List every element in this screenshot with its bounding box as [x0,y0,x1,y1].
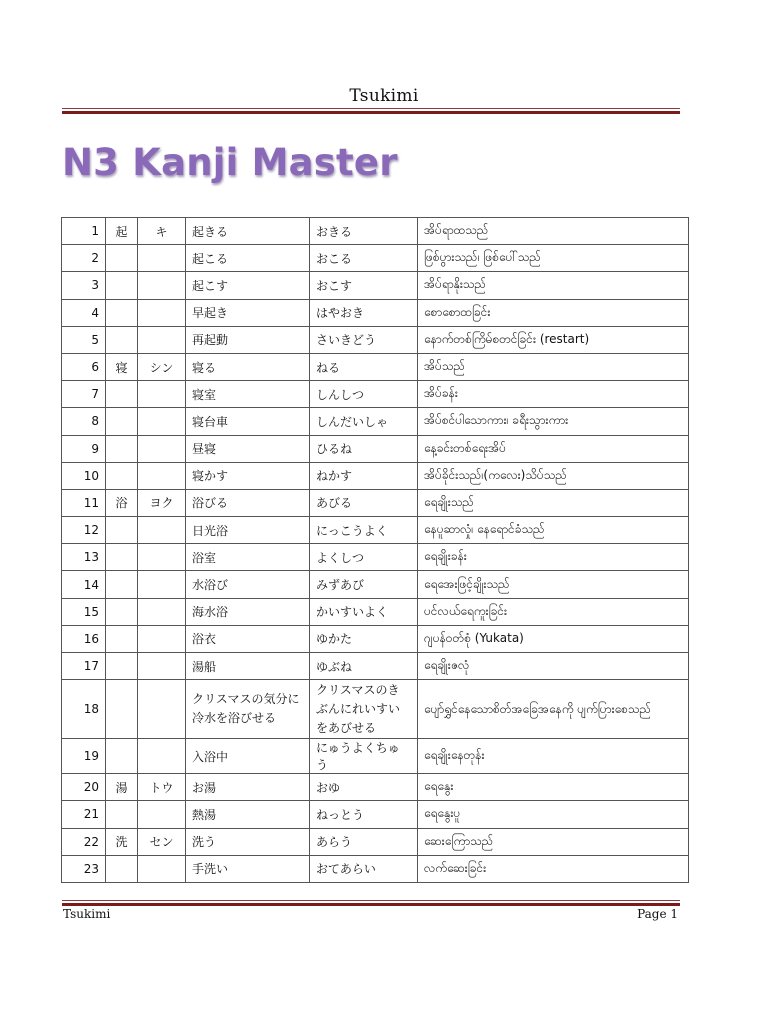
onyomi-cell [138,598,186,625]
vocab-word-cell [186,517,310,544]
row-number [62,828,106,855]
reading-cell [310,489,418,516]
reading-cell [310,774,418,801]
kanji-cell [106,739,138,774]
reading-cell-text: ゆかた [316,632,353,647]
kanji-cell [106,801,138,828]
reading-cell-text: おゆ [316,780,341,795]
meaning-cell [418,299,689,326]
reading-cell-text: はやおき [316,306,365,321]
onyomi-cell [138,408,186,435]
meaning-cell [418,739,689,774]
reading-cell-text: おきる [316,224,353,239]
reading-cell [310,544,418,571]
row-number [62,598,106,625]
reading-cell [310,435,418,462]
kanji-cell [106,462,138,489]
vocabulary-table-body [62,218,689,883]
onyomi-cell [138,381,186,408]
meaning-cell-text: ပင်လယ်ရေကူးခြင်း [424,603,508,618]
meaning-cell [418,544,689,571]
reading-cell-text: よくしつ [316,550,365,565]
kanji-cell [106,435,138,462]
kanji-cell-text: 洗 [115,835,128,850]
reading-cell [310,828,418,855]
vocab-word-cell-text: 寝台車 [192,414,229,429]
row-number [62,299,106,326]
vocab-word-cell-text: 湯船 [192,659,217,674]
table-row [62,489,689,516]
vocab-word-cell [186,408,310,435]
header-rule-thin [62,108,680,109]
reading-cell-text: あびる [316,496,353,511]
table-row [62,571,689,598]
vocab-word-cell [186,855,310,882]
table-row [62,517,689,544]
reading-cell-text: かいすいよく [316,605,389,620]
kanji-cell-text: 浴 [115,496,128,511]
row-number [62,408,106,435]
kanji-cell [106,326,138,353]
reading-cell [310,299,418,326]
meaning-cell [418,381,689,408]
kanji-cell [106,653,138,680]
kanji-cell [106,855,138,882]
vocab-word-cell-text: クリスマスの気分に冷水を浴びせる [192,692,300,726]
vocab-word-cell [186,489,310,516]
reading-cell-text: さいきどう [316,333,377,348]
table-row [62,353,689,380]
row-number-text: 19 [83,749,99,764]
vocab-word-cell [186,381,310,408]
row-number [62,353,106,380]
meaning-cell-text: အိပ်စင်ပါသောကား၊ ခရီးသွားကား [424,413,569,428]
kanji-cell [106,828,138,855]
row-number-text: 12 [83,523,99,538]
table-row [62,408,689,435]
row-number-text: 2 [91,251,99,266]
kanji-cell-text: 湯 [115,780,128,795]
kanji-cell [106,408,138,435]
meaning-cell [418,218,689,245]
row-number [62,517,106,544]
row-number-text: 4 [91,305,99,320]
onyomi-cell [138,774,186,801]
vocab-word-cell [186,598,310,625]
meaning-cell [418,517,689,544]
kanji-cell [106,598,138,625]
table-row [62,381,689,408]
onyomi-cell-text: トウ [149,780,174,795]
reading-cell [310,653,418,680]
vocab-word-cell [186,326,310,353]
onyomi-cell [138,353,186,380]
reading-cell [310,353,418,380]
row-number-text: 5 [91,332,99,347]
table-row [62,299,689,326]
row-number-text: 13 [83,550,99,565]
onyomi-cell [138,517,186,544]
row-number [62,326,106,353]
kanji-cell [106,489,138,516]
onyomi-cell [138,625,186,652]
onyomi-cell [138,489,186,516]
row-number-text: 18 [83,702,99,717]
meaning-cell-text: ရေချိုးသည် [424,494,475,509]
row-number [62,680,106,739]
onyomi-cell [138,326,186,353]
vocab-word-cell [186,828,310,855]
footer-page-number: Page 1 [637,907,678,921]
meaning-cell-text: ဖြစ်ပွားသည်၊ ဖြစ်ပေါ်သည် [424,250,541,265]
table-row [62,326,689,353]
vocab-word-cell [186,739,310,774]
vocab-word-cell-text: 早起き [192,306,229,321]
vocab-word-cell-text: 起こす [192,278,229,293]
meaning-cell-text: လက်ဆေးခြင်း [424,860,487,875]
reading-cell-text: おこす [316,278,353,293]
onyomi-cell [138,571,186,598]
table-row [62,435,689,462]
reading-cell [310,801,418,828]
meaning-cell [418,828,689,855]
row-number [62,272,106,299]
row-number [62,544,106,571]
onyomi-cell [138,739,186,774]
vocab-word-cell-text: 寝る [192,360,217,375]
meaning-cell [418,801,689,828]
vocab-word-cell-text: 海水浴 [192,605,229,620]
onyomi-cell [138,544,186,571]
header-rule [62,108,680,114]
table-row [62,680,689,739]
reading-cell [310,739,418,774]
meaning-cell-text: စောစောထခြင်း [424,304,491,319]
reading-cell [310,855,418,882]
meaning-cell [418,353,689,380]
reading-cell-text: おこる [316,251,353,266]
table-row [62,598,689,625]
reading-cell-text: みずあび [316,578,365,593]
vocab-word-cell-text: 熱湯 [192,807,217,822]
reading-cell-text: にっこうよく [316,523,388,538]
vocab-word-cell-text: 手洗い [192,862,229,877]
page-title: N3 Kanji Master [62,141,398,184]
meaning-cell-text: ရေနွေး [424,779,454,794]
meaning-cell-text: အိပ်ခန်း [424,386,458,401]
row-number-text: 14 [83,577,99,592]
footer-left: Tsukimi [63,907,111,921]
kanji-cell [106,774,138,801]
row-number-text: 17 [83,659,99,674]
vocab-word-cell-text: 再起動 [192,333,229,348]
meaning-cell-text: အိပ်ရာထသည် [424,223,489,238]
meaning-cell [418,245,689,272]
vocab-word-cell [186,801,310,828]
meaning-cell [418,435,689,462]
table-row [62,245,689,272]
meaning-cell-text: ရေချိုးနေတုန်း [424,748,485,763]
kanji-cell [106,353,138,380]
onyomi-cell [138,653,186,680]
row-number [62,489,106,516]
meaning-cell-text: ဆေးကြောသည် [424,833,494,848]
kanji-cell [106,381,138,408]
reading-cell [310,381,418,408]
kanji-cell [106,625,138,652]
row-number-text: 16 [83,631,99,646]
vocab-word-cell [186,680,310,739]
vocab-word-cell [186,272,310,299]
vocab-word-cell [186,774,310,801]
meaning-cell [418,571,689,598]
row-number [62,653,106,680]
table-row [62,828,689,855]
reading-cell [310,517,418,544]
meaning-cell-text: နောက်တစ်ကြိမ်စတင်ခြင်း (restart) [424,331,590,346]
onyomi-cell [138,299,186,326]
meaning-cell-text: ပျော်ရွှင်နေသောစိတ်အခြေအနေကို ပျက်ပြားစေသည် [424,701,652,716]
meaning-cell [418,774,689,801]
reading-cell [310,245,418,272]
kanji-cell-text: 起 [115,224,128,239]
meaning-cell [418,855,689,882]
reading-cell [310,680,418,739]
reading-cell [310,326,418,353]
meaning-cell-text: ရေအေးဖြင့်ချိုးသည် [424,576,510,591]
meaning-cell-text: နေပူဆာလှုံ၊ နေရောင်ခံသည် [424,522,545,537]
row-number [62,571,106,598]
kanji-cell [106,218,138,245]
row-number-text: 10 [83,468,99,483]
table-row [62,218,689,245]
row-number-text: 20 [83,780,99,795]
reading-cell-text: ねる [316,360,341,375]
reading-cell-text: あらう [316,835,353,850]
vocab-word-cell-text: 起きる [192,224,229,239]
meaning-cell [418,489,689,516]
vocab-word-cell [186,544,310,571]
reading-cell [310,625,418,652]
onyomi-cell [138,435,186,462]
reading-cell-text: ひるね [316,442,353,457]
onyomi-cell [138,462,186,489]
vocab-word-cell [186,653,310,680]
row-number [62,218,106,245]
vocab-word-cell [186,625,310,652]
vocab-word-cell-text: 洗う [192,835,217,850]
table-row [62,739,689,774]
meaning-cell-text: ဂျပန်ဝတ်စုံ (Yukata) [424,630,524,645]
meaning-cell [418,653,689,680]
meaning-cell-text: အိပ်ရာနိုးသည် [424,277,487,292]
row-number-text: 3 [91,278,99,293]
row-number [62,245,106,272]
table-row [62,462,689,489]
kanji-cell [106,272,138,299]
meaning-cell-text: အိပ်သည် [424,359,466,374]
vocab-word-cell-text: お湯 [192,780,217,795]
meaning-cell [418,326,689,353]
row-number [62,435,106,462]
onyomi-cell [138,801,186,828]
onyomi-cell [138,218,186,245]
row-number-text: 23 [83,861,99,876]
meaning-cell-text: ရေချိုးဇလုံ [424,658,470,673]
footer-rule [62,900,680,906]
vocab-word-cell-text: 水浴び [192,578,229,593]
vocab-word-cell-text: 寝かす [192,469,229,484]
footer-rule-thin [62,900,680,901]
row-number [62,855,106,882]
vocab-word-cell-text: 昼寝 [192,442,217,457]
row-number [62,801,106,828]
kanji-cell [106,571,138,598]
reading-cell [310,571,418,598]
vocab-word-cell-text: 入浴中 [192,749,229,764]
reading-cell-text: しんしつ [316,387,365,402]
row-number [62,462,106,489]
table-row [62,653,689,680]
reading-cell [310,598,418,625]
vocab-word-cell-text: 浴衣 [192,632,217,647]
table-row [62,801,689,828]
onyomi-cell-text: セン [149,835,174,850]
meaning-cell-text: အိပ်ခိုင်းသည်၊(ကလေး)သိပ်သည် [424,467,567,482]
row-number [62,381,106,408]
vocab-word-cell [186,353,310,380]
kanji-cell-text: 寝 [115,360,128,375]
table-row [62,855,689,882]
kanji-cell [106,299,138,326]
vocab-word-cell [186,218,310,245]
table-row [62,272,689,299]
vocab-word-cell-text: 浴室 [192,550,217,565]
header-rule-thick [62,111,680,114]
vocab-word-cell-text: 日光浴 [192,523,229,538]
row-number-text: 6 [91,360,99,375]
onyomi-cell [138,855,186,882]
row-number [62,739,106,774]
meaning-cell [418,598,689,625]
vocab-word-cell [186,435,310,462]
row-number-text: 15 [83,604,99,619]
meaning-cell [418,462,689,489]
vocab-word-cell [186,462,310,489]
vocab-word-cell-text: 浴びる [192,496,229,511]
row-number-text: 7 [91,387,99,402]
row-number [62,625,106,652]
row-number-text: 22 [83,834,99,849]
kanji-cell [106,680,138,739]
onyomi-cell-text: キ [155,224,168,239]
header-title: Tsukimi [349,86,419,106]
reading-cell-text: ゆぶね [316,659,353,674]
reading-cell [310,462,418,489]
onyomi-cell [138,245,186,272]
table-row [62,625,689,652]
onyomi-cell [138,828,186,855]
row-number-text: 11 [83,495,99,510]
meaning-cell-text: ရေနွေးပူ [424,806,461,821]
reading-cell [310,218,418,245]
meaning-cell [418,408,689,435]
reading-cell-text: おてあらい [316,862,376,877]
meaning-cell [418,272,689,299]
reading-cell-text: クリスマスのきぶんにれいすいをあびせる [316,682,401,735]
onyomi-cell-text: ヨク [149,496,174,511]
table-row [62,774,689,801]
footer-rule-thick [62,903,680,906]
meaning-cell-text: နေ့ခင်းတစ်ရေးအိပ် [424,440,506,455]
reading-cell-text: にゅうよくちゅう [316,741,400,773]
vocab-word-cell [186,299,310,326]
vocab-word-cell [186,245,310,272]
onyomi-cell [138,272,186,299]
kanji-cell [106,544,138,571]
reading-cell [310,408,418,435]
reading-cell-text: しんだいしゃ [316,414,389,429]
row-number-text: 8 [91,414,99,429]
reading-cell-text: ねっとう [316,807,365,822]
reading-cell [310,272,418,299]
meaning-cell-text: ရေချိုးခန်း [424,549,467,564]
onyomi-cell [138,680,186,739]
row-number-text: 21 [83,807,99,822]
kanji-cell [106,517,138,544]
onyomi-cell-text: シン [149,360,174,375]
vocabulary-table [61,217,689,883]
kanji-cell [106,245,138,272]
vocab-word-cell [186,571,310,598]
vocab-word-cell-text: 寝室 [192,387,217,402]
meaning-cell [418,680,689,739]
vocab-word-cell-text: 起こる [192,251,229,266]
meaning-cell [418,625,689,652]
row-number-text: 1 [91,224,99,239]
row-number [62,774,106,801]
table-row [62,544,689,571]
row-number-text: 9 [91,441,99,456]
reading-cell-text: ねかす [316,469,353,484]
